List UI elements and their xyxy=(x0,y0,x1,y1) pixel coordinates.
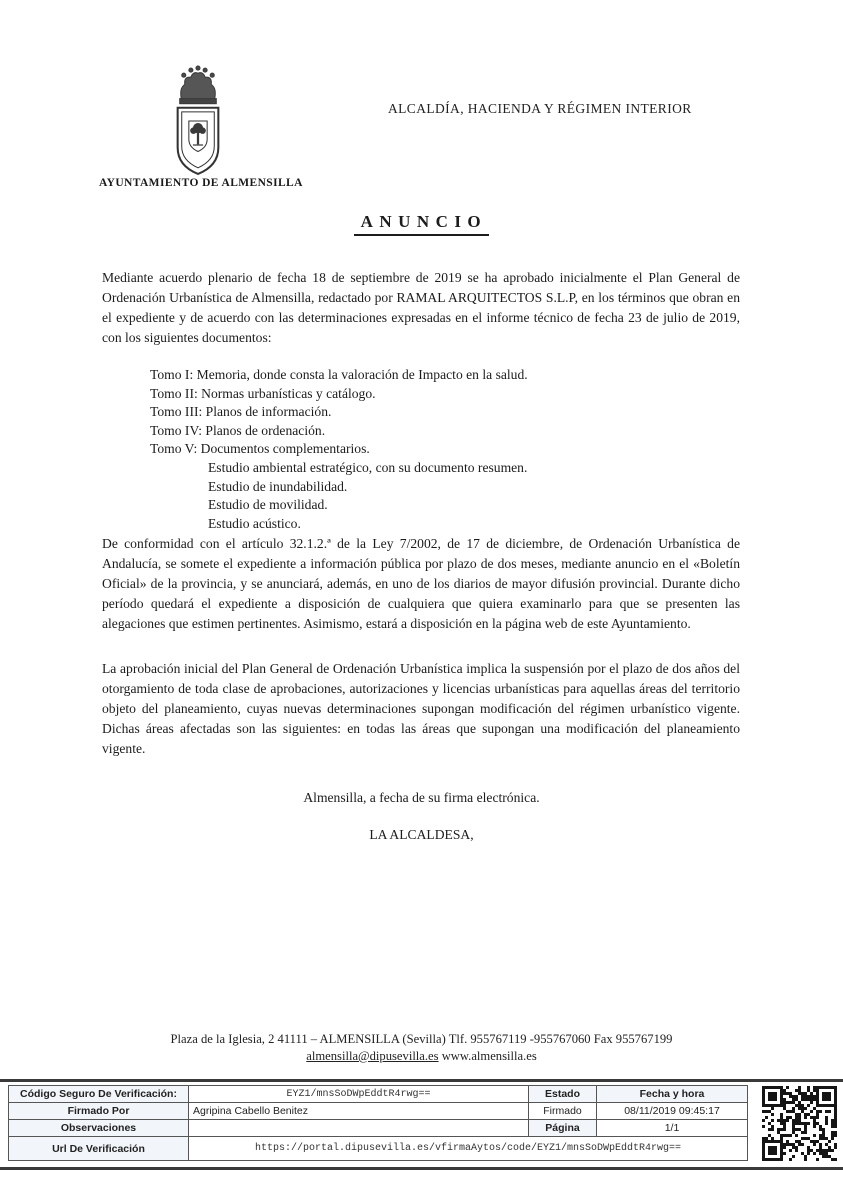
firmado-por-value: Agripina Cabello Benitez xyxy=(189,1103,529,1120)
signer-title: LA ALCALDESA, xyxy=(369,827,474,842)
csv-value: EYZ1/mnsSoDWpEddtR4rwg== xyxy=(189,1086,529,1103)
firmado-por-label: Firmado Por xyxy=(9,1103,189,1120)
paragraph-public-information: De conformidad con el artículo 32.1.2.ª de la Ley 7/2002, de 17 de diciembre, de Ordenación Urbanística de Andalucía, se somete el expediente a información pública por plazo de dos meses, mediante anuncio en el «Boletín Oficial» de la provincia, y se anunciará, además, en uno de los diarios de mayor difusión provincial. Durante dicho período quedará el expediente a disposición de cualquiera que quiera examinarlo para que se presenten las alegaciones que estimen pertinentes. Asimismo, estará a disposición en la página web de este Ayuntamiento. xyxy=(102,536,740,631)
table-row xyxy=(9,1103,748,1120)
url-value: https://portal.dipusevilla.es/vfirmaAytos/code/EYZ1/mnsSoDWpEddtR4rwg== xyxy=(189,1137,748,1161)
list-item-estudio-2: Estudio de inundabilidad. xyxy=(208,478,348,494)
list-item-tomo-4: Tomo IV: Planos de ordenación. xyxy=(150,422,326,438)
tree-icon xyxy=(190,123,206,146)
table-row xyxy=(9,1086,748,1103)
document-list xyxy=(150,366,528,533)
fecha-value: 08/11/2019 09:45:17 xyxy=(597,1103,748,1120)
municipal-crest-icon xyxy=(160,62,236,180)
address-line: Plaza de la Iglesia, 2 41111 – ALMENSILLA (Sevilla) Tlf. 955767119 -955767060 Fax 955767199 xyxy=(170,1032,673,1046)
contact-line xyxy=(0,1048,843,1065)
verification-table xyxy=(8,1085,748,1161)
pagina-value: 1/1 xyxy=(597,1120,748,1137)
website-address: www.almensilla.es xyxy=(441,1049,537,1063)
fecha-header: Fecha y hora xyxy=(597,1086,748,1103)
list-item-tomo-2: Tomo II: Normas urbanísticas y catálogo. xyxy=(150,385,376,401)
list-item-estudio-1: Estudio ambiental estratégico, con su documento resumen. xyxy=(208,459,528,475)
estado-value: Firmado xyxy=(529,1103,597,1120)
table-row xyxy=(9,1120,748,1137)
page-title-text: ANUNCIO xyxy=(354,212,489,236)
paragraph-approval: Mediante acuerdo plenario de fecha 18 de septiembre de 2019 se ha aprobado inicialmente el Plan General de Ordenación Urbanística de Almensilla, redactado por RAMAL ARQUITECTOS S.L.P, en los términos que obran en el expediente y de acuerdo con las determinaciones expresadas en el informe técnico de fecha 23 de julio de 2019, con los siguientes documentos: xyxy=(102,270,740,345)
pagina-label: Página xyxy=(529,1120,597,1137)
url-label: Url De Verificación xyxy=(9,1137,189,1161)
estado-header: Estado xyxy=(529,1086,597,1103)
observaciones-value xyxy=(189,1120,529,1137)
list-item-tomo-5: Tomo V: Documentos complementarios. xyxy=(150,441,370,457)
footer-address xyxy=(0,1031,843,1065)
shield-crest-icon xyxy=(160,62,236,180)
verification-footer xyxy=(0,1079,843,1170)
table-row xyxy=(9,1137,748,1161)
observaciones-label: Observaciones xyxy=(9,1120,189,1137)
email-address: almensilla@dipusevilla.es xyxy=(306,1049,439,1063)
list-item-tomo-3: Tomo III: Planos de información. xyxy=(150,404,332,420)
csv-label: Código Seguro De Verificación: xyxy=(9,1086,189,1103)
list-item-estudio-3: Estudio de movilidad. xyxy=(208,497,328,513)
paragraph-suspension: La aprobación inicial del Plan General de Ordenación Urbanística implica la suspensión por el plazo de dos años del otorgamiento de toda clase de aprobaciones, autorizaciones y licencias urbanísticas para aquellas áreas del territorio objeto del planeamiento, cuyas nuevas determinaciones supongan modificación del régimen urbanístico vigente. Dichas áreas afectadas son las siguientes: en todas las áreas que supongan una modificación del planeamiento vigente. xyxy=(102,661,740,756)
qr-code-icon xyxy=(762,1086,837,1161)
dateline: Almensilla, a fecha de su firma electrónica. xyxy=(303,790,540,805)
list-item-tomo-1: Tomo I: Memoria, donde consta la valoración de Impacto en la salud. xyxy=(150,367,528,382)
page-title xyxy=(0,212,843,236)
department-header: ALCALDÍA, HACIENDA Y RÉGIMEN INTERIOR xyxy=(388,101,692,116)
list-item-estudio-4: Estudio acústico. xyxy=(208,515,301,531)
organization-name: AYUNTAMIENTO DE ALMENSILLA xyxy=(99,177,303,189)
